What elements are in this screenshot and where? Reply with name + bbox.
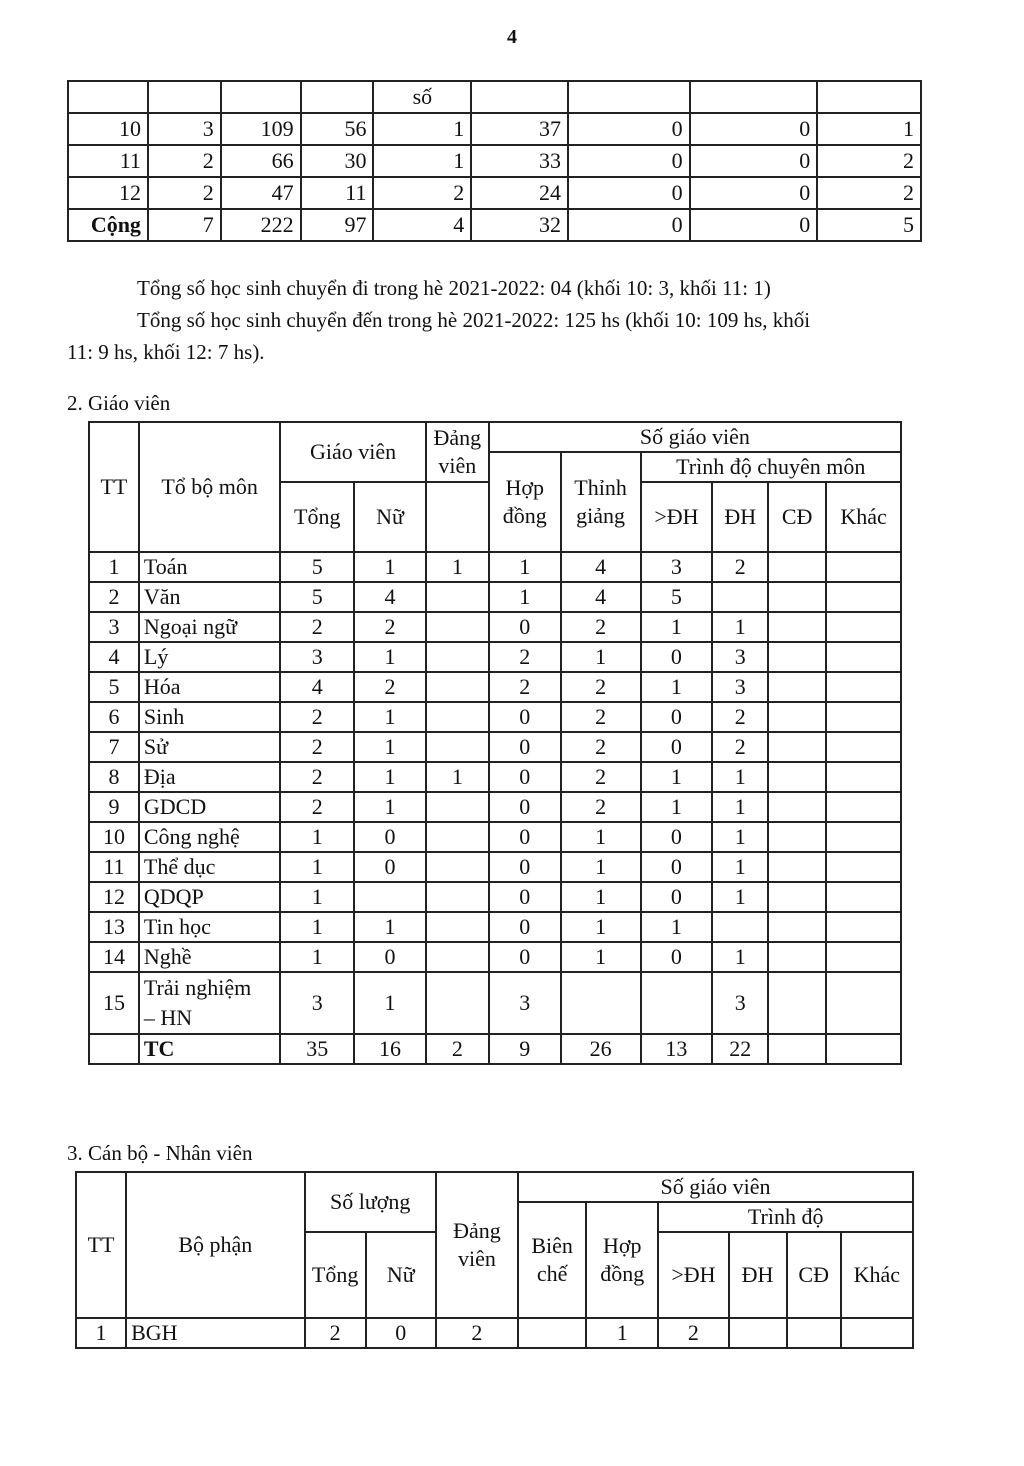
student-summary-table [67, 80, 922, 242]
table-cell [354, 882, 426, 912]
table-cell: 0 [568, 113, 690, 145]
table-cell: 4 [89, 642, 139, 672]
table-cell [729, 1318, 787, 1348]
table-cell [426, 702, 489, 732]
staff-table [75, 1171, 914, 1349]
table-cell: 1 [280, 882, 354, 912]
table-cell: 1 [89, 552, 139, 582]
table-cell: 1 [712, 792, 768, 822]
table-row [76, 1318, 913, 1348]
table-cell: Văn [139, 582, 280, 612]
table-cell: 16 [354, 1034, 426, 1064]
col-contract: Hợp đồng [489, 452, 561, 552]
table-cell: 2 [426, 1034, 489, 1064]
col-party-blank [426, 482, 489, 552]
col-contract: Hợp đồng [586, 1202, 658, 1318]
table-cell: 0 [366, 1318, 436, 1348]
table-cell: 0 [690, 113, 818, 145]
col-total: Tổng [280, 482, 354, 552]
table-cell: 0 [690, 177, 818, 209]
table-cell: TC [139, 1034, 280, 1064]
table-cell [826, 792, 901, 822]
table-row [68, 145, 921, 177]
table-cell: 1 [641, 762, 713, 792]
table-cell: Toán [139, 552, 280, 582]
table-cell: 3 [489, 972, 561, 1034]
table-cell: 2 [305, 1318, 366, 1348]
table-row [68, 113, 921, 145]
table-cell: 0 [641, 942, 713, 972]
total-row [89, 1034, 901, 1064]
table-row [89, 792, 901, 822]
table-cell [787, 1318, 841, 1348]
table-cell: Hóa [139, 672, 280, 702]
col-teachers: Giáo viên [280, 422, 426, 482]
table-cell: 0 [641, 852, 713, 882]
table-cell: 2 [148, 177, 221, 209]
col-tt: TT [89, 422, 139, 552]
table-cell: 2 [712, 702, 768, 732]
col-party-members: Đảng viên [426, 422, 489, 482]
table-cell: 1 [561, 942, 641, 972]
table-cell: 33 [471, 145, 568, 177]
table-cell: 1 [426, 762, 489, 792]
col-visiting: Thỉnh giảng [561, 452, 641, 552]
table-cell: 2 [658, 1318, 728, 1348]
table-cell [826, 912, 901, 942]
table-row [89, 852, 901, 882]
table-cell: 97 [301, 209, 374, 241]
table-cell: 13 [641, 1034, 713, 1064]
table-cell: 32 [471, 209, 568, 241]
table-cell [826, 702, 901, 732]
table-cell: 56 [301, 113, 374, 145]
table-cell [768, 552, 826, 582]
table-cell: 3 [148, 113, 221, 145]
table-cell [426, 942, 489, 972]
table-cell: 0 [489, 942, 561, 972]
table-cell: 1 [641, 792, 713, 822]
table-cell: 1 [712, 762, 768, 792]
table-cell: 2 [712, 732, 768, 762]
table-cell: 1 [817, 113, 921, 145]
table-cell [641, 972, 713, 1034]
table-cell: 2 [489, 642, 561, 672]
col-other: Khác [841, 1232, 913, 1318]
table-row [89, 612, 901, 642]
table-cell: 2 [354, 672, 426, 702]
col-other: Khác [826, 482, 901, 552]
table-cell: 8 [89, 762, 139, 792]
table-cell: 2 [561, 612, 641, 642]
table-cell: 0 [354, 942, 426, 972]
table-cell [826, 582, 901, 612]
table-cell [768, 822, 826, 852]
table-cell: 1 [561, 822, 641, 852]
table-cell: 1 [561, 912, 641, 942]
section-title-staff: 3. Cán bộ - Nhân viên [67, 1141, 253, 1165]
table-cell [841, 1318, 913, 1348]
table-cell: 2 [561, 672, 641, 702]
page-number: 4 [507, 26, 517, 48]
table-cell: 2 [712, 552, 768, 582]
table-row [89, 882, 901, 912]
table-cell: 1 [373, 145, 471, 177]
table-cell: 7 [148, 209, 221, 241]
col-above-university: >ĐH [641, 482, 713, 552]
table-cell [518, 1318, 586, 1348]
table-cell: 47 [221, 177, 301, 209]
table-cell: 2 [561, 702, 641, 732]
table-cell: 12 [68, 177, 148, 209]
table-cell: 0 [489, 822, 561, 852]
table-cell: 0 [489, 612, 561, 642]
table-cell [768, 972, 826, 1034]
table-cell: 37 [471, 113, 568, 145]
table-cell [826, 822, 901, 852]
table-cell: 13 [89, 912, 139, 942]
table-row [89, 942, 901, 972]
col-total: Tổng [305, 1232, 366, 1318]
table-cell: 0 [690, 145, 818, 177]
table-cell: 4 [561, 552, 641, 582]
table-cell: 0 [641, 732, 713, 762]
table-cell: 1 [354, 642, 426, 672]
col-qualification: Trình độ chuyên môn [641, 452, 902, 482]
table-cell: 0 [568, 145, 690, 177]
table-cell: 2 [280, 792, 354, 822]
table-row [89, 642, 901, 672]
table-row [89, 762, 901, 792]
table-cell: 0 [641, 642, 713, 672]
table-cell: 5 [817, 209, 921, 241]
table-cell [768, 882, 826, 912]
table-cell: 10 [68, 113, 148, 145]
table-cell: 3 [712, 642, 768, 672]
table-cell: 2 [561, 762, 641, 792]
table-cell: Lý [139, 642, 280, 672]
table-cell: 5 [280, 582, 354, 612]
table-cell: 2 [489, 672, 561, 702]
table-cell [826, 762, 901, 792]
table-cell: 1 [280, 912, 354, 942]
table-cell: 1 [280, 942, 354, 972]
table-cell: Thể dục [139, 852, 280, 882]
subject-line: – HN [143, 1005, 193, 1030]
table-cell: 1 [712, 852, 768, 882]
table-cell: 1 [561, 852, 641, 882]
table-cell: 3 [712, 672, 768, 702]
table-cell: 11 [301, 177, 374, 209]
table-cell [826, 642, 901, 672]
col-female: Nữ [354, 482, 426, 552]
table-header-row [68, 81, 921, 113]
table-cell: 0 [489, 912, 561, 942]
table-cell [426, 822, 489, 852]
table-cell: 1 [712, 822, 768, 852]
table-cell [826, 852, 901, 882]
col-qualification: Trình độ [658, 1202, 913, 1232]
col-tt: TT [76, 1172, 126, 1318]
table-cell: 1 [280, 822, 354, 852]
table-cell: 1 [586, 1318, 658, 1348]
table-cell [712, 582, 768, 612]
col-subject-group: Tổ bộ môn [139, 422, 280, 552]
col-party-members: Đảng viên [436, 1172, 518, 1318]
table-cell [426, 732, 489, 762]
table-cell: Sử [139, 732, 280, 762]
table-cell [768, 762, 826, 792]
table-cell: 2 [436, 1318, 518, 1348]
col-college: CĐ [787, 1232, 841, 1318]
total-row [68, 209, 921, 241]
table-cell: 2 [373, 177, 471, 209]
table-cell: 1 [641, 672, 713, 702]
col-permanent: Biên chế [518, 1202, 586, 1318]
table-cell: Ngoại ngữ [139, 612, 280, 642]
section-title-teachers: 2. Giáo viên [67, 391, 171, 415]
table-cell: 0 [568, 177, 690, 209]
table-row [89, 732, 901, 762]
table-cell: 3 [280, 642, 354, 672]
table-cell: 2 [354, 612, 426, 642]
table-cell [826, 552, 901, 582]
table-cell: 0 [568, 209, 690, 241]
table-cell: 5 [89, 672, 139, 702]
table-cell: 1 [354, 792, 426, 822]
table-cell: 2 [561, 732, 641, 762]
table-cell [768, 642, 826, 672]
table-cell: 30 [301, 145, 374, 177]
table-cell: 5 [641, 582, 713, 612]
table-cell: 1 [712, 942, 768, 972]
table-cell: 0 [641, 822, 713, 852]
table-cell: 14 [89, 942, 139, 972]
table-cell: 22 [712, 1034, 768, 1064]
table-cell: GDCD [139, 792, 280, 822]
table-cell: 9 [489, 1034, 561, 1064]
table-cell: 109 [221, 113, 301, 145]
table-cell [768, 852, 826, 882]
subject-line: Trải nghiệm [143, 975, 252, 1000]
table-cell: 24 [471, 177, 568, 209]
table-cell: 35 [280, 1034, 354, 1064]
table-cell: Sinh [139, 702, 280, 732]
table-row [89, 912, 901, 942]
table-cell: 5 [280, 552, 354, 582]
table-cell: 0 [489, 792, 561, 822]
table-cell [426, 972, 489, 1034]
table-cell [768, 582, 826, 612]
table-cell: 2 [280, 612, 354, 642]
table-cell: 1 [354, 552, 426, 582]
transfer-in-paragraph: Tổng số học sinh chuyển đến trong hè 2021-2022: 125 hs (khối 10: 109 hs, khối [137, 308, 811, 332]
table-cell [826, 972, 901, 1034]
table-row [68, 177, 921, 209]
table-cell: 1 [641, 612, 713, 642]
table-cell: Tin học [139, 912, 280, 942]
table-cell [768, 912, 826, 942]
table-cell: 1 [354, 912, 426, 942]
col-college: CĐ [768, 482, 826, 552]
table-cell: 1 [354, 732, 426, 762]
table-cell: 1 [561, 642, 641, 672]
table-cell: 0 [690, 209, 818, 241]
table-cell [712, 912, 768, 942]
table-cell: 1 [354, 702, 426, 732]
col-above-university: >ĐH [658, 1232, 728, 1318]
table-cell: 0 [641, 882, 713, 912]
table-cell: 1 [712, 612, 768, 642]
table-cell [768, 1034, 826, 1064]
table-cell: 1 [354, 762, 426, 792]
table-cell: 1 [641, 912, 713, 942]
table-cell [426, 852, 489, 882]
col-quantity: Số lượng [305, 1172, 436, 1232]
table-cell: 3 [280, 972, 354, 1034]
table-row [89, 822, 901, 852]
table-cell: 1 [76, 1318, 126, 1348]
table-cell: 11 [68, 145, 148, 177]
table-cell [768, 672, 826, 702]
table-row [89, 582, 901, 612]
table-cell: 1 [373, 113, 471, 145]
table-cell: 222 [221, 209, 301, 241]
table-cell: 1 [489, 582, 561, 612]
table-cell: 2 [280, 702, 354, 732]
table-cell: 0 [489, 762, 561, 792]
header-fragment: số [373, 81, 471, 113]
table-cell: 1 [280, 852, 354, 882]
col-teacher-count: Số giáo viên [518, 1172, 913, 1202]
col-university: ĐH [712, 482, 768, 552]
table-cell: 2 [817, 145, 921, 177]
table-cell: 2 [148, 145, 221, 177]
table-cell [826, 612, 901, 642]
table-cell: 3 [89, 612, 139, 642]
table-cell: 1 [354, 972, 426, 1034]
table-cell [768, 792, 826, 822]
table-cell: 3 [641, 552, 713, 582]
table-cell [426, 882, 489, 912]
transfer-in-paragraph-cont: 11: 9 hs, khối 12: 7 hs). [67, 340, 265, 364]
table-cell: 3 [712, 972, 768, 1034]
table-cell: 0 [489, 882, 561, 912]
teachers-table [88, 421, 902, 1065]
table-cell: 1 [561, 882, 641, 912]
table-cell: 26 [561, 1034, 641, 1064]
table-cell: 11 [89, 852, 139, 882]
table-cell: 4 [280, 672, 354, 702]
table-cell [768, 942, 826, 972]
table-cell [139, 972, 280, 1034]
table-cell: 2 [817, 177, 921, 209]
table-cell [768, 702, 826, 732]
table-cell: 2 [280, 732, 354, 762]
table-cell: 1 [712, 882, 768, 912]
table-cell: 2 [89, 582, 139, 612]
col-female: Nữ [366, 1232, 436, 1318]
table-cell: 0 [354, 852, 426, 882]
table-cell [768, 612, 826, 642]
table-cell: 66 [221, 145, 301, 177]
transfer-out-paragraph: Tổng số học sinh chuyển đi trong hè 2021-2022: 04 (khối 10: 3, khối 11: 1) [137, 276, 771, 300]
table-cell: 0 [641, 702, 713, 732]
table-cell: 2 [561, 792, 641, 822]
table-cell [426, 612, 489, 642]
col-teacher-count: Số giáo viên [489, 422, 901, 452]
table-cell [826, 942, 901, 972]
table-cell: 4 [354, 582, 426, 612]
table-cell: 15 [89, 972, 139, 1034]
table-cell [89, 1034, 139, 1064]
table-cell [426, 672, 489, 702]
table-cell: BGH [126, 1318, 304, 1348]
table-cell [826, 882, 901, 912]
table-row [89, 672, 901, 702]
table-cell: Địa [139, 762, 280, 792]
table-cell: 1 [489, 552, 561, 582]
table-cell: 0 [489, 702, 561, 732]
table-row [89, 552, 901, 582]
col-university: ĐH [729, 1232, 787, 1318]
table-cell: 6 [89, 702, 139, 732]
table-cell: 4 [561, 582, 641, 612]
table-cell: 1 [426, 552, 489, 582]
table-cell [826, 1034, 901, 1064]
table-cell: QDQP [139, 882, 280, 912]
table-cell: 9 [89, 792, 139, 822]
table-cell [426, 642, 489, 672]
table-cell [426, 912, 489, 942]
table-cell [426, 792, 489, 822]
table-cell: 12 [89, 882, 139, 912]
table-cell [768, 732, 826, 762]
table-cell: 2 [280, 762, 354, 792]
table-cell: Công nghệ [139, 822, 280, 852]
table-cell: 7 [89, 732, 139, 762]
table-cell: 0 [354, 822, 426, 852]
table-cell: Cộng [68, 209, 148, 241]
table-row [89, 972, 901, 1034]
table-cell [426, 582, 489, 612]
table-cell [826, 672, 901, 702]
table-cell: 0 [489, 732, 561, 762]
table-cell: 0 [489, 852, 561, 882]
col-department: Bộ phận [126, 1172, 304, 1318]
table-cell [826, 732, 901, 762]
table-cell [561, 972, 641, 1034]
table-cell: 4 [373, 209, 471, 241]
table-cell: 10 [89, 822, 139, 852]
table-cell: Nghề [139, 942, 280, 972]
table-row [89, 702, 901, 732]
